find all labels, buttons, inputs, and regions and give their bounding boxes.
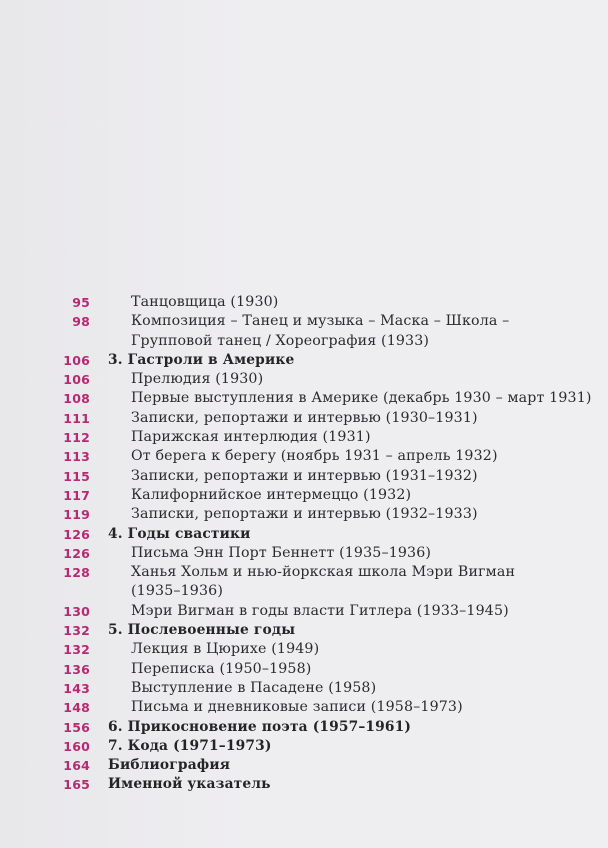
toc-title: Записки, репортажи и интервью (1930–1931) xyxy=(131,409,478,426)
toc-page-number: 126 xyxy=(63,526,90,542)
toc-entry xyxy=(0,447,608,466)
toc-entry xyxy=(0,544,608,563)
toc-entry xyxy=(0,602,608,621)
toc-chapter xyxy=(0,525,608,544)
toc-chapter xyxy=(0,737,608,756)
toc-chapter xyxy=(0,351,608,370)
toc-page-number: 95 xyxy=(72,295,90,310)
toc-chapter xyxy=(0,718,608,737)
toc-entry xyxy=(0,679,608,698)
toc-chapter-title: 6. Прикосновение поэта (1957–1961) xyxy=(108,718,412,735)
toc-entry-continuation xyxy=(0,582,608,601)
toc-entry xyxy=(0,660,608,679)
toc-title: Первые выступления в Америке (декабрь 1930 – март 1931) xyxy=(131,390,592,407)
toc-entry xyxy=(0,563,608,582)
toc-chapter-title: Именной указатель xyxy=(108,776,271,793)
toc-title: Выступление в Пасадене (1958) xyxy=(131,679,377,696)
toc-chapter-title: 7. Кода (1971–1973) xyxy=(108,737,272,754)
toc-entry xyxy=(0,409,608,428)
toc-page-number: 160 xyxy=(63,738,90,754)
toc-entry xyxy=(0,640,608,659)
toc-entry xyxy=(0,312,608,331)
toc-page-number: 106 xyxy=(63,372,90,388)
toc-title: Записки, репортажи и интервью (1932–1933) xyxy=(131,506,478,523)
toc-chapter xyxy=(0,756,608,775)
toc-page-number: 148 xyxy=(63,700,90,716)
toc-chapter-title: 4. Годы свастики xyxy=(108,525,251,542)
toc-chapter-title: 3. Гастроли в Америке xyxy=(108,351,295,368)
toc-page-number: 108 xyxy=(63,391,90,407)
toc-page-number: 106 xyxy=(63,352,90,368)
toc-entry xyxy=(0,370,608,389)
toc-chapter xyxy=(0,775,608,794)
toc-page-number: 132 xyxy=(63,623,90,639)
toc-title: Мэри Вигман в годы власти Гитлера (1933–1945) xyxy=(131,602,509,619)
toc-chapter xyxy=(0,621,608,640)
toc-entry xyxy=(0,293,608,312)
toc-page-number: 128 xyxy=(63,565,90,581)
toc-entry xyxy=(0,505,608,524)
toc-page-number: 119 xyxy=(63,507,90,523)
toc-page-number: 156 xyxy=(63,719,90,735)
toc-page-number: 98 xyxy=(72,314,90,330)
toc-page-number: 117 xyxy=(63,487,90,503)
toc-title: Групповой танец / Хореография (1933) xyxy=(131,332,430,349)
toc-title: Прелюдия (1930) xyxy=(131,371,264,388)
toc-page-number: 132 xyxy=(63,642,90,658)
toc-title: Переписка (1950–1958) xyxy=(131,660,312,677)
toc-title: Композиция – Танец и музыка – Маска – Школа – xyxy=(131,313,510,330)
toc-page-number: 143 xyxy=(63,680,90,696)
toc-page-number: 130 xyxy=(63,603,90,619)
toc-title: Парижская интерлюдия (1931) xyxy=(131,429,371,446)
toc-entry xyxy=(0,467,608,486)
toc-entry-continuation xyxy=(0,332,608,351)
toc-page-number: 111 xyxy=(63,410,90,426)
toc-entry xyxy=(0,698,608,717)
toc-page-number: 165 xyxy=(63,777,90,793)
toc-title: Записки, репортажи и интервью (1931–1932) xyxy=(131,467,478,484)
toc-chapter-title: 5. Послевоенные годы xyxy=(108,622,296,639)
toc-title: Письма и дневниковые записи (1958–1973) xyxy=(131,699,463,716)
toc-entry xyxy=(0,428,608,447)
toc-entry xyxy=(0,486,608,505)
toc-page-number: 136 xyxy=(63,661,90,677)
toc-title: Калифорнийское интермеццо (1932) xyxy=(131,486,412,503)
toc-page-number: 113 xyxy=(63,449,90,465)
toc-page-number: 126 xyxy=(63,545,90,561)
toc-title: (1935–1936) xyxy=(131,583,224,600)
toc-title: От берега к берегу (ноябрь 1931 – апрель 1932) xyxy=(131,448,498,465)
toc-page-number: 112 xyxy=(63,430,90,446)
toc-page-number: 164 xyxy=(63,758,90,774)
toc-page-number: 115 xyxy=(63,468,90,484)
table-of-contents xyxy=(0,293,608,795)
toc-title: Ханья Хольм и нью-йоркская школа Мэри Вигман xyxy=(131,564,516,581)
toc-entry xyxy=(0,389,608,408)
toc-title: Лекция в Цюрихе (1949) xyxy=(131,641,320,658)
toc-title: Письма Энн Порт Беннетт (1935–1936) xyxy=(131,544,432,561)
toc-title: Танцовщица (1930) xyxy=(131,294,279,310)
toc-chapter-title: Библиография xyxy=(108,757,231,774)
